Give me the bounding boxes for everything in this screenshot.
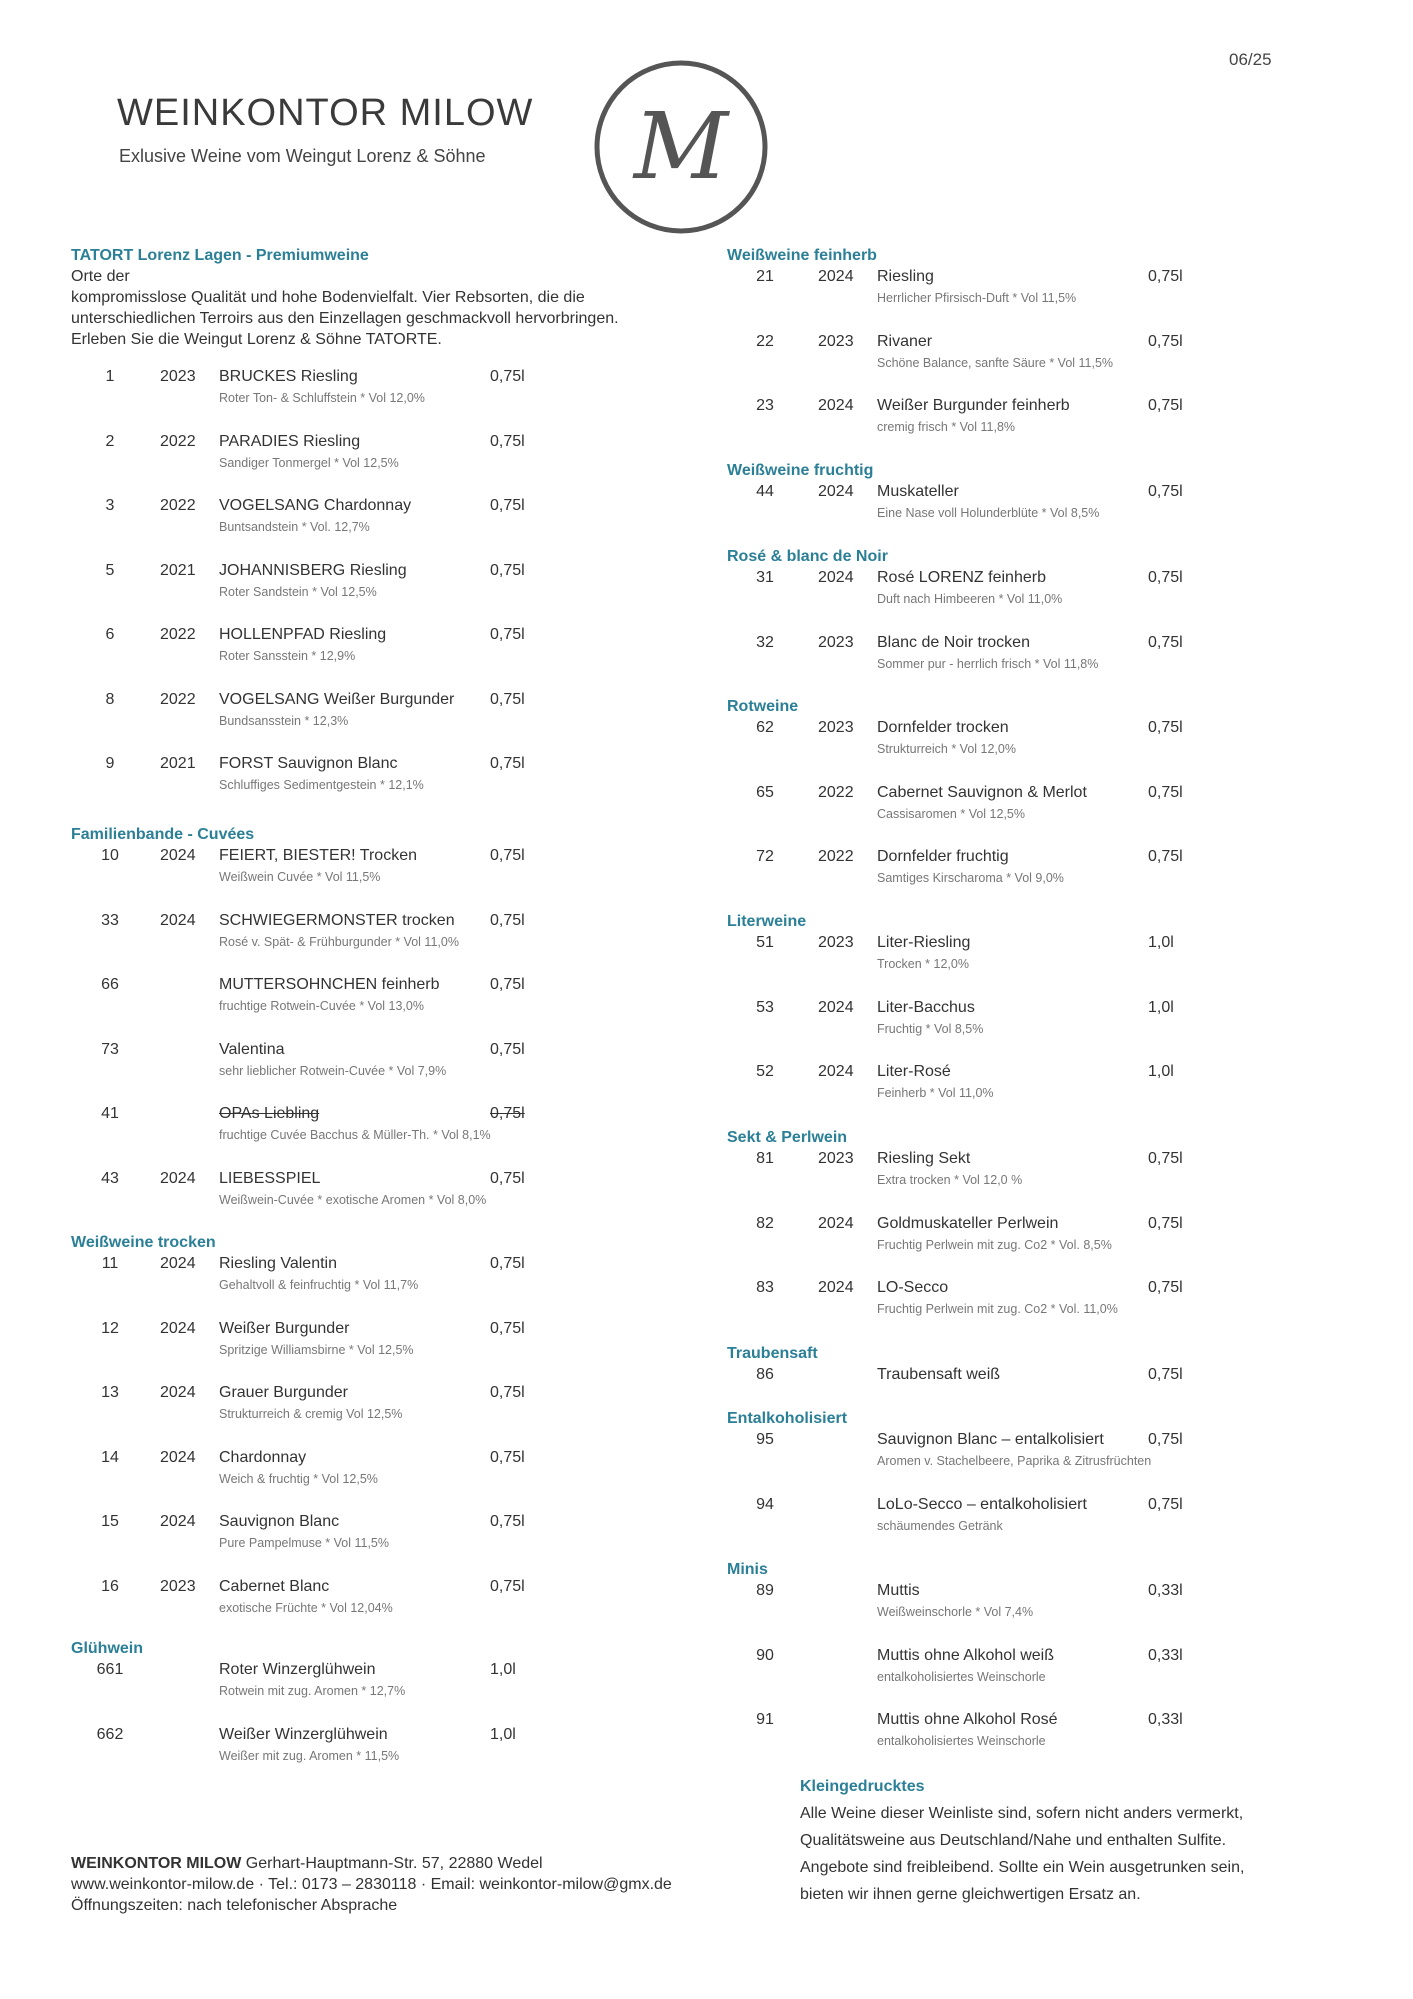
item-number: 2 <box>105 432 115 450</box>
item-size: 0,75l <box>1148 268 1183 285</box>
item-size: 0,75l <box>1148 483 1183 500</box>
item-description: Roter Sansstein * 12,9% <box>219 649 356 663</box>
item-number: 44 <box>756 483 774 500</box>
item-number: 11 <box>101 1255 119 1272</box>
item-size: 0,75l <box>1148 633 1183 651</box>
item-year: 2024 <box>818 483 854 500</box>
item-description: Buntsandstein * Vol. 12,7% <box>219 520 370 534</box>
item-year: 2024 <box>160 1513 196 1530</box>
item-name: SCHWIEGERMONSTER trocken <box>219 911 455 929</box>
item-size: 0,75l <box>1148 1214 1183 1232</box>
item-description: Rotwein mit zug. Aromen * 12,7% <box>219 1684 406 1698</box>
logo-letter: M <box>633 93 729 200</box>
item-description: Strukturreich & cremig Vol 12,5% <box>219 1407 403 1421</box>
item-year: 2024 <box>818 1214 854 1232</box>
item-description: exotische Früchte * Vol 12,04% <box>219 1600 393 1615</box>
item-size: 0,75l <box>490 976 525 993</box>
item-year: 2022 <box>818 848 854 865</box>
item-size: 0,75l <box>490 1255 525 1272</box>
item-number: 51 <box>756 934 774 951</box>
item-name: Weißer Burgunder <box>219 1319 350 1337</box>
item-description: fruchtige Rotwein-Cuvée * Vol 13,0% <box>219 999 424 1013</box>
item-description: Schöne Balance, sanfte Säure * Vol 11,5% <box>877 355 1114 370</box>
item-size: 0,75l <box>490 626 525 643</box>
item-year: 2023 <box>818 332 854 350</box>
item-year: 2022 <box>160 690 196 708</box>
item-number: 5 <box>105 561 115 579</box>
fine-print-line: Alle Weine dieser Weinliste sind, sofern nicht anders vermerkt, <box>800 1805 1244 1822</box>
item-name: VOGELSANG Chardonnay <box>219 497 412 514</box>
item-year: 2024 <box>160 1448 196 1466</box>
item-number: 53 <box>756 998 774 1016</box>
item-size: 0,75l <box>1148 569 1183 586</box>
item-size: 0,33l <box>1148 1646 1183 1664</box>
item-name: PARADIES Riesling <box>219 432 361 450</box>
fine-print-line: bieten wir ihnen gerne gleichwertigen Ersatz an. <box>800 1886 1141 1903</box>
item-description: Weißer mit zug. Aromen * 11,5% <box>219 1748 400 1763</box>
item-name: Riesling Valentin <box>219 1255 337 1272</box>
item-year: 2023 <box>818 934 854 951</box>
section-title: Sekt & Perlwein <box>727 1129 848 1146</box>
item-description: Trocken * 12,0% <box>877 957 969 971</box>
item-size: 0,75l <box>1148 1366 1183 1383</box>
item-name: JOHANNISBERG Riesling <box>219 561 407 579</box>
item-number: 12 <box>101 1319 119 1337</box>
item-description: Aromen v. Stachelbeere, Paprika & Zitrusfrüchten <box>877 1454 1152 1468</box>
item-size: 0,75l <box>490 561 525 579</box>
fine-print-line: Qualitätsweine aus Deutschland/Nahe und enthalten Sulfite. <box>800 1832 1227 1849</box>
section-title: Familienbande - Cuvées <box>71 826 255 843</box>
item-year: 2021 <box>160 561 196 579</box>
section-title: Traubensaft <box>727 1345 818 1362</box>
item-number: 16 <box>101 1577 119 1595</box>
item-number: 21 <box>756 268 774 285</box>
intro-line: kompromisslose Qualität und hohe Bodenvielfalt. Vier Rebsorten, die die <box>71 289 585 306</box>
section-title: Weißweine fruchtig <box>727 462 874 479</box>
item-description: Fruchtig * Vol 8,5% <box>877 1021 984 1036</box>
item-number: 31 <box>756 569 774 586</box>
item-year: 2023 <box>160 1577 196 1595</box>
item-size: 0,75l <box>1148 1279 1183 1296</box>
item-name: Valentina <box>219 1040 285 1058</box>
item-description: Duft nach Himbeeren * Vol 11,0% <box>877 592 1063 606</box>
item-name: Muttis ohne Alkohol weiß <box>877 1646 1054 1664</box>
item-description: entalkoholisiertes Weinschorle <box>877 1734 1046 1748</box>
item-number: 32 <box>756 633 774 651</box>
section-title: Minis <box>727 1561 768 1578</box>
section-title: Weißweine trocken <box>71 1234 216 1251</box>
item-name: Traubensaft weiß <box>877 1366 1001 1383</box>
fine-print <box>800 1773 1244 1908</box>
item-size: 0,75l <box>490 432 525 450</box>
item-description: Herrlicher Pfirsisch-Duft * Vol 11,5% <box>877 291 1077 305</box>
item-size: 0,75l <box>490 1040 525 1058</box>
item-size: 0,75l <box>490 1384 525 1401</box>
page-number: 06/25 <box>1229 50 1272 69</box>
item-description: Schluffiges Sedimentgestein * 12,1% <box>219 778 424 792</box>
item-year: 2023 <box>818 633 854 651</box>
item-description: Pure Pampelmuse * Vol 11,5% <box>219 1536 390 1550</box>
item-size: 0,75l <box>490 497 525 514</box>
item-size: 0,75l <box>1148 848 1183 865</box>
item-description: Roter Sandstein * Vol 12,5% <box>219 584 377 599</box>
item-name: Riesling Sekt <box>877 1150 971 1167</box>
item-year: 2024 <box>160 847 196 864</box>
item-name: Cabernet Blanc <box>219 1577 330 1595</box>
item-year: 2023 <box>160 368 196 385</box>
item-number: 62 <box>756 719 774 736</box>
item-number: 94 <box>756 1495 774 1513</box>
item-year: 2024 <box>818 569 854 586</box>
item-size: 1,0l <box>1148 1063 1174 1080</box>
item-number: 6 <box>105 626 115 643</box>
item-number: 15 <box>101 1513 119 1530</box>
item-size: 0,75l <box>1148 397 1183 414</box>
item-number: 8 <box>105 690 115 708</box>
item-name: Goldmuskateller Perlwein <box>877 1214 1059 1232</box>
item-name: HOLLENPFAD Riesling <box>219 626 387 643</box>
item-size: 0,75l <box>490 690 525 708</box>
fine-print-title: Kleingedrucktes <box>800 1778 925 1795</box>
item-name: Liter-Rosé <box>877 1063 951 1080</box>
item-number: 83 <box>756 1279 774 1296</box>
item-size: 0,75l <box>490 1577 525 1595</box>
item-size: 0,75l <box>490 1448 525 1466</box>
item-size: 0,75l <box>1148 332 1183 350</box>
item-number: 1 <box>105 368 115 385</box>
item-description: fruchtige Cuvée Bacchus & Müller-Th. * Vol 8,1% <box>219 1128 491 1142</box>
item-year: 2024 <box>818 1063 854 1080</box>
item-number: 91 <box>756 1711 774 1728</box>
item-name: Sauvignon Blanc – entalkolisiert <box>877 1431 1104 1448</box>
intro-line: Orte der <box>71 268 130 285</box>
item-number: 86 <box>756 1366 774 1383</box>
item-size: 1,0l <box>1148 934 1174 951</box>
item-description: Spritzige Williamsbirne * Vol 12,5% <box>219 1342 414 1357</box>
item-number: 65 <box>756 783 774 801</box>
item-name: MUTTERSOHNCHEN feinherb <box>219 976 440 993</box>
item-name: Rivaner <box>877 332 933 350</box>
item-year: 2024 <box>818 397 854 414</box>
item-year: 2022 <box>160 626 196 643</box>
intro-text <box>71 266 661 350</box>
item-name: LO-Secco <box>877 1279 949 1296</box>
item-description: Strukturreich * Vol 12,0% <box>877 742 1016 756</box>
brand-tagline: Exlusive Weine vom Weingut Lorenz & Söhne <box>119 146 486 166</box>
monogram-logo <box>592 58 770 236</box>
item-year: 2022 <box>160 432 196 450</box>
item-description: schäumendes Getränk <box>877 1518 1003 1533</box>
item-name: LIEBESSPIEL <box>219 1169 321 1187</box>
item-description: sehr lieblicher Rotwein-Cuvée * Vol 7,9% <box>219 1063 447 1078</box>
item-year: 2024 <box>160 911 196 929</box>
item-number: 23 <box>756 397 774 414</box>
item-number: 9 <box>105 755 115 772</box>
item-description: Weich & fruchtig * Vol 12,5% <box>219 1471 378 1486</box>
section-title: Entalkoholisiert <box>727 1410 848 1427</box>
footer-address: Gerhart-Hauptmann-Str. 57, 22880 Wedel <box>241 1855 543 1872</box>
item-description: Fruchtig Perlwein mit zug. Co2 * Vol. 8,5% <box>877 1237 1112 1252</box>
intro-line: unterschiedlichen Terroirs aus den Einzellagen geschmackvoll hervorbringen. <box>71 310 619 327</box>
item-description: Weißwein Cuvée * Vol 11,5% <box>219 870 381 884</box>
item-description: Fruchtig Perlwein mit zug. Co2 * Vol. 11,0% <box>877 1302 1118 1316</box>
item-size: 0,75l <box>490 1105 525 1122</box>
item-number: 33 <box>101 911 119 929</box>
item-description: Feinherb * Vol 11,0% <box>877 1086 994 1100</box>
item-size: 1,0l <box>490 1661 516 1678</box>
item-description: Weißwein-Cuvée * exotische Aromen * Vol 8,0% <box>219 1192 487 1207</box>
item-name: Riesling <box>877 268 934 285</box>
item-name: Weißer Burgunder feinherb <box>877 397 1070 414</box>
section-title: Weißweine feinherb <box>727 247 877 264</box>
item-size: 1,0l <box>1148 998 1174 1016</box>
item-year: 2023 <box>818 1150 854 1167</box>
item-name: Weißer Winzerglühwein <box>219 1725 388 1743</box>
item-name: LoLo-Secco – entalkoholisiert <box>877 1495 1087 1513</box>
item-description: cremig frisch * Vol 11,8% <box>877 420 1016 434</box>
item-number: 3 <box>105 497 115 514</box>
item-size: 0,75l <box>490 1169 525 1187</box>
item-year: 2024 <box>160 1169 196 1187</box>
item-description: Weißweinschorle * Vol 7,4% <box>877 1605 1034 1619</box>
item-year: 2022 <box>160 497 196 514</box>
item-description: Samtiges Kirscharoma * Vol 9,0% <box>877 871 1064 885</box>
section-title: TATORT Lorenz Lagen - Premiumweine <box>71 247 369 264</box>
item-name: Grauer Burgunder <box>219 1384 348 1401</box>
item-name: OPAs Liebling <box>219 1105 320 1122</box>
item-number: 89 <box>756 1582 774 1599</box>
item-description: Gehaltvoll & feinfruchtig * Vol 11,7% <box>219 1278 419 1292</box>
item-size: 0,75l <box>490 1513 525 1530</box>
item-size: 0,75l <box>490 1319 525 1337</box>
item-year: 2024 <box>160 1255 196 1272</box>
item-description: Bundsansstein * 12,3% <box>219 713 349 728</box>
item-description: Sandiger Tonmergel * Vol 12,5% <box>219 455 399 470</box>
item-size: 1,0l <box>490 1725 516 1743</box>
item-size: 0,75l <box>490 368 525 385</box>
item-size: 0,75l <box>490 847 525 864</box>
item-year: 2024 <box>818 268 854 285</box>
item-year: 2024 <box>160 1319 196 1337</box>
item-name: Liter-Riesling <box>877 934 971 951</box>
item-number: 14 <box>101 1448 119 1466</box>
intro-line: Erleben Sie die Weingut Lorenz & Söhne TATORTE. <box>71 331 442 348</box>
item-description: Rosé v. Spät- & Frühburgunder * Vol 11,0% <box>219 934 459 949</box>
item-year: 2022 <box>818 783 854 801</box>
item-year: 2021 <box>160 755 196 772</box>
section-title: Literweine <box>727 913 807 930</box>
item-number: 10 <box>101 847 119 864</box>
item-year: 2024 <box>818 1279 854 1296</box>
item-number: 82 <box>756 1214 774 1232</box>
item-size: 0,75l <box>1148 783 1183 801</box>
item-name: FEIERT, BIESTER! Trocken <box>219 847 417 864</box>
item-number: 72 <box>756 848 774 865</box>
item-size: 0,75l <box>1148 1431 1183 1448</box>
footer-company: WEINKONTOR MILOW <box>71 1855 242 1872</box>
footer-address-line <box>71 1853 672 1874</box>
item-year: 2024 <box>160 1384 196 1401</box>
item-name: FORST Sauvignon Blanc <box>219 755 398 772</box>
item-size: 0,33l <box>1148 1582 1183 1599</box>
item-number: 95 <box>756 1431 774 1448</box>
item-size: 0,75l <box>1148 719 1183 736</box>
item-description: Roter Ton- & Schluffstein * Vol 12,0% <box>219 391 425 405</box>
item-name: Blanc de Noir trocken <box>877 633 1030 651</box>
item-size: 0,75l <box>490 911 525 929</box>
item-number: 90 <box>756 1646 774 1664</box>
item-name: Muttis <box>877 1582 920 1599</box>
item-name: BRUCKES Riesling <box>219 368 358 385</box>
item-number: 81 <box>756 1150 774 1167</box>
item-year: 2023 <box>818 719 854 736</box>
item-number: 41 <box>101 1105 119 1122</box>
item-number: 662 <box>96 1725 124 1743</box>
item-number: 43 <box>101 1169 119 1187</box>
footer-contact: www.weinkontor-milow.de · Tel.: 0173 – 2830118 · Email: weinkontor-milow@gmx.de <box>71 1876 672 1893</box>
fine-print-line: Angebote sind freibleibend. Sollte ein Wein ausgetrunken sein, <box>800 1859 1245 1876</box>
brand-title: WEINKONTOR MILOW <box>117 92 534 134</box>
item-description: entalkoholisiertes Weinschorle <box>877 1669 1046 1684</box>
item-name: Roter Winzerglühwein <box>219 1661 376 1678</box>
item-name: Dornfelder fruchtig <box>877 848 1009 865</box>
item-name: Cabernet Sauvignon & Merlot <box>877 783 1087 801</box>
item-size: 0,75l <box>1148 1150 1183 1167</box>
item-number: 13 <box>101 1384 119 1401</box>
item-name: Sauvignon Blanc <box>219 1513 340 1530</box>
item-description: Eine Nase voll Holunderblüte * Vol 8,5% <box>877 506 1100 520</box>
item-number: 66 <box>101 976 119 993</box>
item-number: 22 <box>756 332 774 350</box>
item-name: Muttis ohne Alkohol Rosé <box>877 1711 1058 1728</box>
item-name: Rosé LORENZ feinherb <box>877 569 1046 586</box>
item-size: 0,75l <box>1148 1495 1183 1513</box>
item-year: 2024 <box>818 998 854 1016</box>
footer-hours: Öffnungszeiten: nach telefonischer Absprache <box>71 1897 398 1914</box>
item-name: Muskateller <box>877 483 959 500</box>
section-title: Glühwein <box>71 1640 143 1657</box>
item-number: 52 <box>756 1063 774 1080</box>
item-number: 73 <box>101 1040 119 1058</box>
item-description: Cassisaromen * Vol 12,5% <box>877 806 1025 821</box>
item-name: VOGELSANG Weißer Burgunder <box>219 690 455 708</box>
item-name: Dornfelder trocken <box>877 719 1009 736</box>
section-title: Rosé & blanc de Noir <box>727 548 888 565</box>
section-title: Rotweine <box>727 698 799 715</box>
item-description: Extra trocken * Vol 12,0 % <box>877 1173 1023 1187</box>
item-name: Liter-Bacchus <box>877 998 975 1016</box>
item-size: 0,75l <box>490 755 525 772</box>
item-size: 0,33l <box>1148 1711 1183 1728</box>
footer <box>71 1853 672 1916</box>
item-description: Sommer pur - herrlich frisch * Vol 11,8% <box>877 656 1099 671</box>
item-number: 661 <box>96 1661 124 1678</box>
item-name: Chardonnay <box>219 1448 307 1466</box>
